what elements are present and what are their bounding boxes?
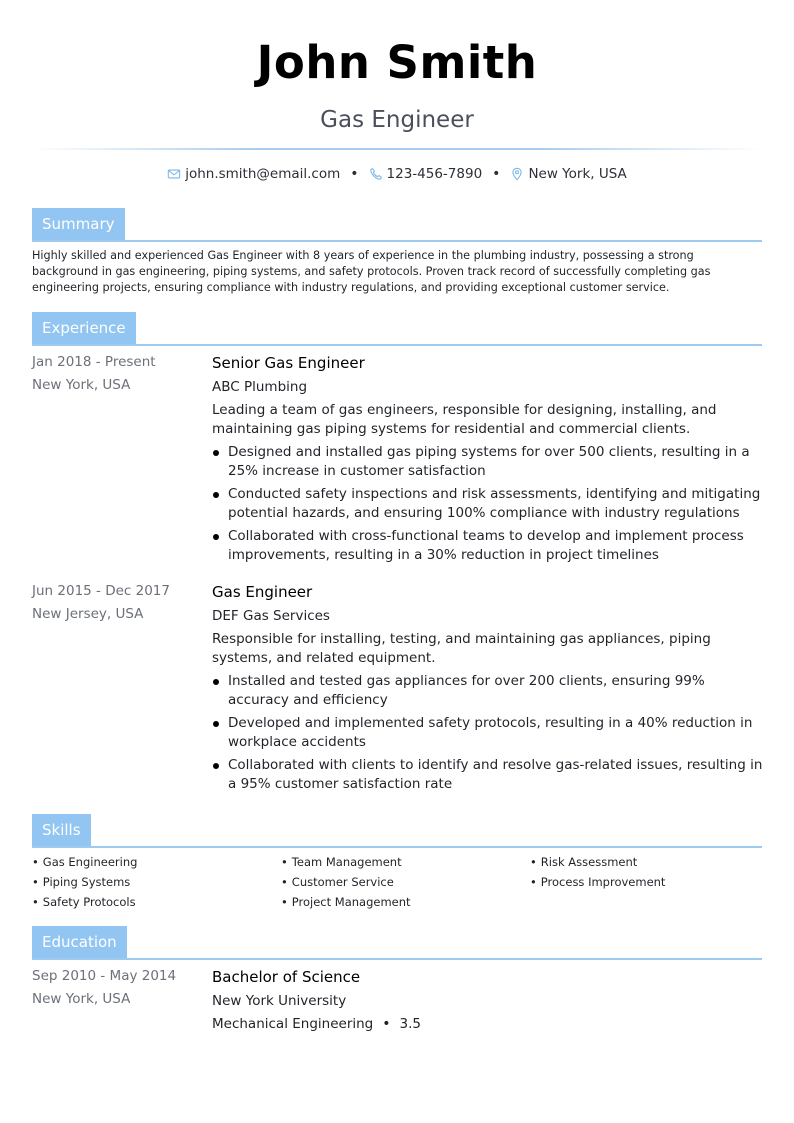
education-section-header (32, 926, 762, 960)
school-name: New York University (212, 993, 347, 1009)
summary-section-header (32, 208, 762, 242)
entry-details (212, 354, 763, 569)
detail-separator: • (382, 1016, 391, 1032)
skill-label: Risk Assessment (540, 855, 638, 869)
achievement-list (212, 443, 763, 565)
achievement-text: Collaborated with clients to identify and resolve gas-related issues, resulting in a 95% customer satisfaction rate (228, 757, 763, 792)
phone-text: 123-456-7890 (386, 166, 483, 182)
bullet-dot (213, 534, 219, 540)
skill-item (32, 894, 281, 911)
skill-label: Piping Systems (42, 875, 131, 889)
degree-name: Bachelor of Science (212, 968, 361, 986)
skill-item (530, 874, 762, 891)
contact-bar (0, 166, 794, 182)
summary-heading: Summary (32, 208, 125, 240)
title-divider (32, 148, 762, 150)
entry-date: Sep 2010 - May 2014 (32, 968, 177, 984)
skill-item (32, 854, 281, 871)
achievement-item (212, 714, 763, 752)
skill-label: Project Management (291, 895, 411, 909)
skill-bullet: • (32, 895, 39, 909)
education-heading: Education (32, 926, 127, 958)
bullet-dot (213, 763, 219, 769)
entry-location: New Jersey, USA (32, 606, 144, 622)
skill-bullet: • (32, 855, 39, 869)
email-text: john.smith@email.com (185, 166, 341, 182)
skills-section-header (32, 814, 762, 848)
entry-date: Jan 2018 - Present (32, 354, 156, 370)
skill-item (281, 874, 530, 891)
achievement-item (212, 443, 763, 481)
experience-section-header (32, 312, 762, 346)
skill-label: Safety Protocols (42, 895, 136, 909)
skill-bullet: • (281, 875, 288, 889)
skill-item (281, 854, 530, 871)
entry-details (212, 968, 763, 1034)
contact-location (510, 166, 626, 182)
achievement-item (212, 527, 763, 565)
field-of-study: Mechanical Engineering (212, 1016, 374, 1032)
contact-separator: • (350, 166, 359, 182)
skill-bullet: • (530, 875, 537, 889)
skill-bullet: • (32, 875, 39, 889)
entry-location: New York, USA (32, 377, 131, 393)
contact-phone[interactable] (369, 166, 483, 182)
entry-details (212, 583, 763, 798)
experience-heading: Experience (32, 312, 136, 344)
achievement-list (212, 672, 763, 794)
bullet-dot (213, 450, 219, 456)
summary-text: Highly skilled and experienced Gas Engineer with 8 years of experience in the plumbing industry, possessing a strong background in gas engineering, piping systems, and safety protocols. Proven track record of successfully completing gas engineering projects, ensuring compliance with industry regulations, and providing exceptional customer service. (32, 249, 711, 294)
bullet-dot (213, 679, 219, 685)
candidate-name: John Smith (256, 36, 538, 89)
job-title: Gas Engineer (320, 107, 474, 133)
entry-company: ABC Plumbing (212, 379, 308, 395)
mail-icon (167, 167, 181, 181)
achievement-item (212, 672, 763, 710)
skills-heading: Skills (32, 814, 91, 846)
gpa-value: 3.5 (399, 1016, 421, 1032)
achievement-item (212, 756, 763, 794)
achievement-text: Designed and installed gas piping systems for over 500 clients, resulting in a 25% increase in customer satisfaction (228, 444, 750, 479)
achievement-text: Collaborated with cross-functional teams to develop and implement process improvements, resulting in a 30% reduction in project timelines (228, 528, 744, 563)
entry-role: Gas Engineer (212, 583, 313, 601)
skills-list (32, 854, 762, 911)
entry-role: Senior Gas Engineer (212, 354, 365, 372)
entry-description: Responsible for installing, testing, and maintaining gas appliances, piping systems, and related equipment. (212, 631, 711, 666)
skill-item (32, 874, 281, 891)
contact-email[interactable] (167, 166, 340, 182)
phone-icon (369, 167, 383, 181)
achievement-text: Conducted safety inspections and risk assessments, identifying and mitigating potential hazards, and ensuring 100% compliance with industry regulations (228, 486, 761, 521)
skill-bullet: • (281, 855, 288, 869)
location-text: New York, USA (528, 166, 627, 182)
skill-item (530, 854, 762, 871)
degree-details (212, 1015, 763, 1034)
entry-description: Leading a team of gas engineers, responsible for designing, installing, and maintaining gas piping systems for residential and commercial clients. (212, 402, 717, 437)
entry-date: Jun 2015 - Dec 2017 (32, 583, 170, 599)
entry-location: New York, USA (32, 991, 131, 1007)
skill-bullet: • (530, 855, 537, 869)
achievement-text: Installed and tested gas appliances for over 200 clients, ensuring 99% accuracy and efficiency (228, 673, 705, 708)
skill-label: Team Management (291, 855, 402, 869)
skill-item (281, 894, 530, 911)
skill-label: Gas Engineering (42, 855, 138, 869)
bullet-dot (213, 492, 219, 498)
location-pin-icon (510, 167, 524, 181)
skill-label: Customer Service (291, 875, 394, 889)
achievement-item (212, 485, 763, 523)
contact-separator: • (492, 166, 501, 182)
skill-bullet: • (281, 895, 288, 909)
bullet-dot (213, 721, 219, 727)
entry-company: DEF Gas Services (212, 608, 330, 624)
achievement-text: Developed and implemented safety protocols, resulting in a 40% reduction in workplace accidents (228, 715, 753, 750)
skill-label: Process Improvement (540, 875, 666, 889)
